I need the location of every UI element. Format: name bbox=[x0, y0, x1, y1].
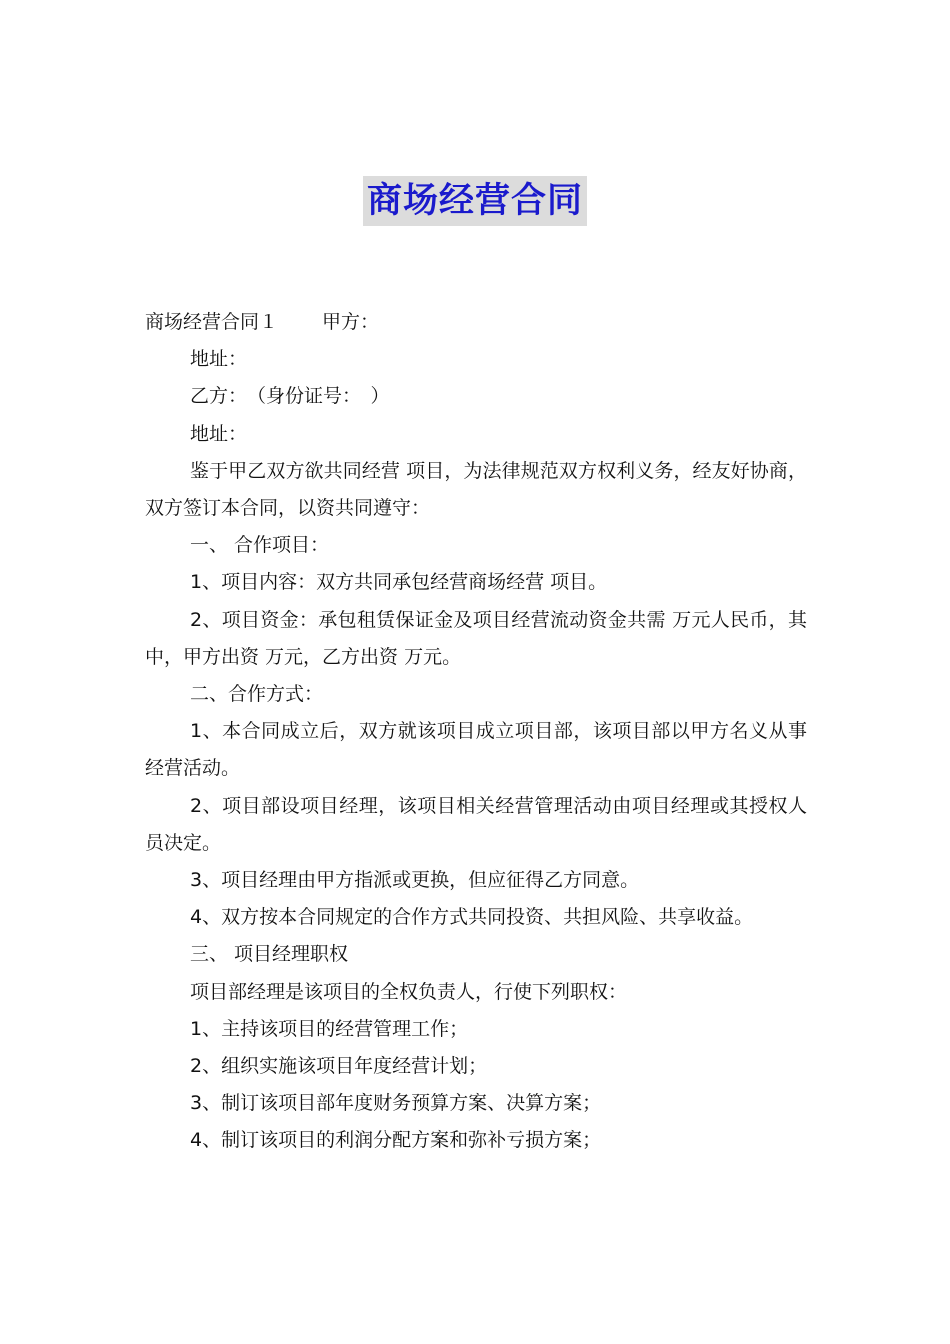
party-b-address: 地址： bbox=[190, 422, 248, 445]
document-body bbox=[145, 304, 807, 1160]
section-1-heading: 一、 合作项目： bbox=[190, 534, 330, 557]
document-title: 商场经营合同 bbox=[363, 176, 587, 226]
section-2-item-1: 1、本合同成立后，双方就该项目成立项目部，该项目部以甲方名义从事经营活动。 bbox=[145, 720, 807, 780]
section-1-item-2: 2、项目资金：承包租赁保证金及项目经营流动资金共需 万元人民币，其中，甲方出资 万元，乙方出资 万元。 bbox=[145, 608, 807, 668]
party-a-address: 地址： bbox=[190, 348, 248, 371]
section-2-item-2: 2、项目部设项目经理，该项目相关经营管理活动由项目经理或其授权人员决定。 bbox=[145, 794, 807, 854]
section-3-item-1: 1、主持该项目的经营管理工作； bbox=[190, 1017, 469, 1040]
party-b-line: 乙方： （身份证号： ） bbox=[190, 385, 390, 408]
contract-heading-line bbox=[145, 304, 807, 341]
contract-number-label: 商场经营合同１ bbox=[145, 311, 279, 333]
section-3-item-4: 4、制订该项目的利润分配方案和弥补亏损方案； bbox=[190, 1129, 602, 1152]
section-3-heading: 三、 项目经理职权 bbox=[190, 943, 349, 966]
section-3-item-3: 3、制订该项目部年度财务预算方案、决算方案； bbox=[190, 1092, 602, 1115]
section-3-item-2: 2、组织实施该项目年度经营计划； bbox=[190, 1055, 488, 1078]
section-1-item-1: 1、项目内容：双方共同承包经营商场经营 项目。 bbox=[190, 571, 608, 594]
preamble-paragraph: 鉴于甲乙双方欲共同经营 项目，为法律规范双方权利义务，经友好协商，双方签订本合同，以资共同遵守： bbox=[145, 459, 807, 520]
title-container bbox=[0, 176, 950, 226]
party-a-label: 甲方： bbox=[322, 311, 380, 333]
section-2-item-4: 4、双方按本合同规定的合作方式共同投资、共担风险、共享收益。 bbox=[190, 906, 754, 929]
section-2-heading: 二、合作方式： bbox=[190, 683, 324, 706]
section-3-intro: 项目部经理是该项目的全权负责人，行使下列职权： bbox=[190, 980, 628, 1003]
section-2-item-3: 3、项目经理由甲方指派或更换，但应征得乙方同意。 bbox=[190, 869, 640, 892]
